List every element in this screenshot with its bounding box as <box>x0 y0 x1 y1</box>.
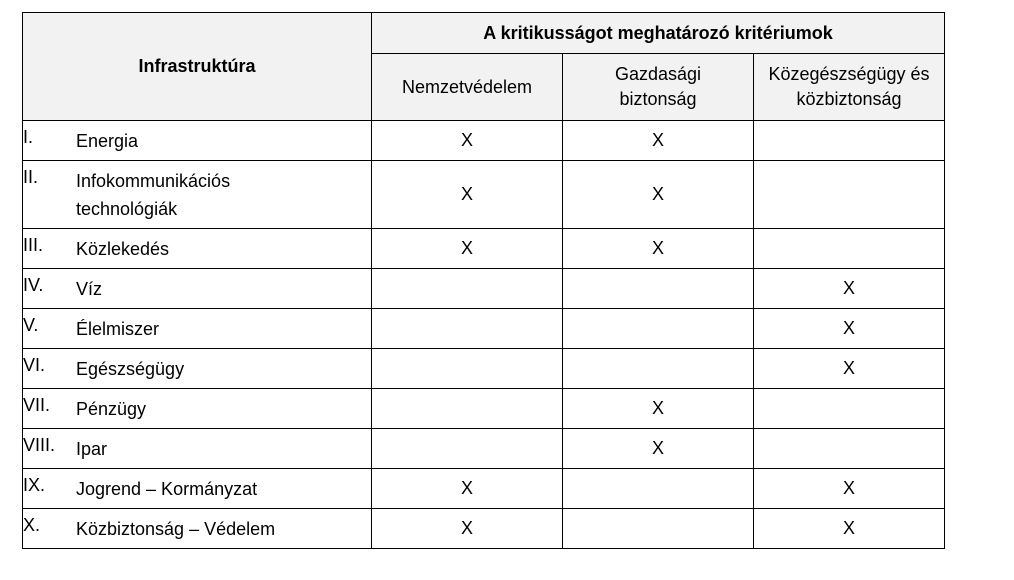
table-row <box>23 309 945 349</box>
row-label: Víz <box>76 278 103 299</box>
row-infrastructure-name <box>23 309 372 349</box>
row-label: Egészségügy <box>76 358 185 379</box>
row-label: Közlekedés <box>76 238 170 259</box>
cell-national-defense: X <box>372 509 563 549</box>
row-number: III. <box>23 234 44 255</box>
header-criteria-group: A kritikusságot meghatározó kritériumok <box>372 13 945 54</box>
table-row <box>23 269 945 309</box>
header-economic-security-line1: Gazdasági <box>614 64 702 84</box>
cell-public-health-safety: X <box>754 269 945 309</box>
header-public-health-safety-line2: közbiztonság <box>796 89 902 109</box>
row-number: V. <box>23 314 39 335</box>
cell-public-health-safety: X <box>754 509 945 549</box>
table-row <box>23 349 945 389</box>
cell-national-defense: X <box>372 229 563 269</box>
cell-economic-security <box>563 349 754 389</box>
cell-public-health-safety <box>754 121 945 161</box>
cell-economic-security <box>563 469 754 509</box>
table-row <box>23 389 945 429</box>
cell-economic-security: X <box>563 121 754 161</box>
row-number: II. <box>23 166 39 187</box>
row-infrastructure-name <box>23 161 372 229</box>
table-row <box>23 229 945 269</box>
cell-public-health-safety: X <box>754 349 945 389</box>
row-label: Energia <box>76 130 139 151</box>
row-number: VII. <box>23 394 51 415</box>
cell-national-defense: X <box>372 469 563 509</box>
table-row <box>23 161 945 229</box>
cell-economic-security: X <box>563 229 754 269</box>
cell-public-health-safety <box>754 229 945 269</box>
row-label: Közbiztonság – Védelem <box>76 518 276 539</box>
row-label: Pénzügy <box>76 398 147 419</box>
table-row <box>23 509 945 549</box>
row-number: IX. <box>23 474 46 495</box>
cell-public-health-safety <box>754 161 945 229</box>
row-label-line2: technológiák <box>76 198 178 219</box>
row-number: I. <box>23 126 34 147</box>
header-public-health-safety-line1: Közegészségügy és <box>768 64 930 84</box>
cell-economic-security: X <box>563 389 754 429</box>
cell-economic-security <box>563 269 754 309</box>
row-infrastructure-name <box>23 121 372 161</box>
cell-public-health-safety <box>754 389 945 429</box>
row-infrastructure-name <box>23 429 372 469</box>
row-label: Élelmiszer <box>76 318 160 339</box>
row-label-line1: Infokommunikációs <box>76 170 231 191</box>
cell-national-defense <box>372 429 563 469</box>
criticality-table <box>22 12 945 549</box>
row-infrastructure-name <box>23 509 372 549</box>
cell-public-health-safety: X <box>754 469 945 509</box>
cell-public-health-safety: X <box>754 309 945 349</box>
header-economic-security-line2: biztonság <box>619 89 697 109</box>
cell-national-defense: X <box>372 121 563 161</box>
row-infrastructure-name <box>23 269 372 309</box>
row-number: IV. <box>23 274 44 295</box>
table-row <box>23 429 945 469</box>
cell-national-defense <box>372 269 563 309</box>
row-label <box>76 167 356 223</box>
row-label: Ipar <box>76 438 108 459</box>
header-economic-security <box>563 54 754 121</box>
cell-national-defense <box>372 349 563 389</box>
header-infrastructure: Infrastruktúra <box>23 13 372 121</box>
cell-economic-security <box>563 509 754 549</box>
row-infrastructure-name <box>23 469 372 509</box>
row-number: VI. <box>23 354 46 375</box>
cell-national-defense: X <box>372 161 563 229</box>
row-infrastructure-name <box>23 389 372 429</box>
cell-economic-security: X <box>563 161 754 229</box>
row-label: Jogrend – Kormányzat <box>76 478 258 499</box>
cell-economic-security <box>563 309 754 349</box>
table-row <box>23 121 945 161</box>
header-public-health-safety <box>754 54 945 121</box>
row-infrastructure-name <box>23 349 372 389</box>
table-row <box>23 469 945 509</box>
cell-public-health-safety <box>754 429 945 469</box>
cell-national-defense <box>372 389 563 429</box>
row-number: VIII. <box>23 434 56 455</box>
header-national-defense: Nemzetvédelem <box>372 54 563 121</box>
cell-economic-security: X <box>563 429 754 469</box>
row-infrastructure-name <box>23 229 372 269</box>
row-number: X. <box>23 514 41 535</box>
cell-national-defense <box>372 309 563 349</box>
